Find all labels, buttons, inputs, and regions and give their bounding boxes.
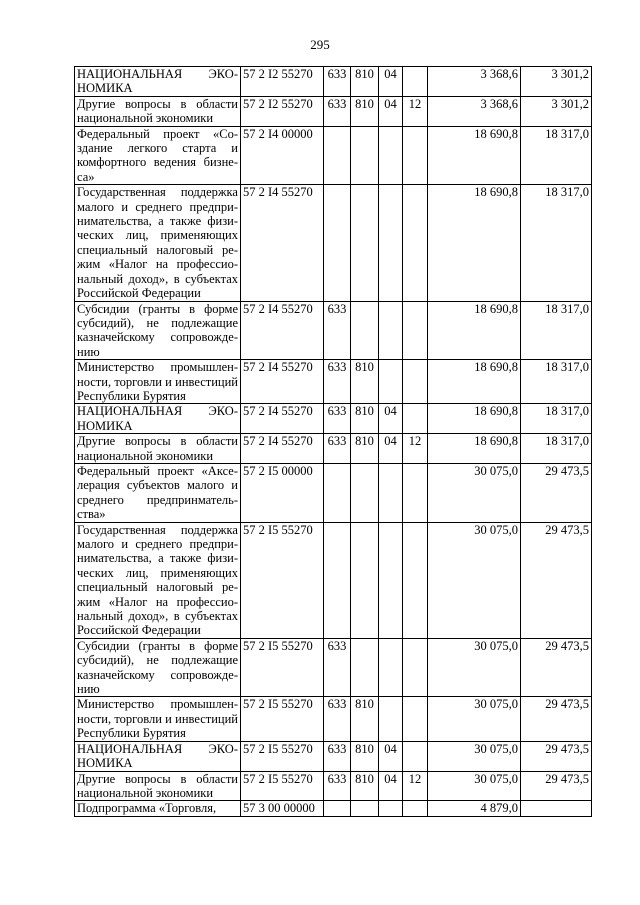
- subsection-code: 12: [403, 771, 428, 801]
- section-code: [379, 463, 403, 522]
- target-article-code: 57 2 I4 55270: [241, 301, 324, 360]
- subsection-code: [403, 404, 428, 434]
- department-code: 633: [324, 301, 351, 360]
- row-name: Министерство промышленности, торговли и инвестиций Республики Бурятия: [75, 360, 241, 404]
- amount-year-1: 3 368,6: [428, 96, 521, 126]
- amount-year-1: 30 075,0: [428, 638, 521, 697]
- target-article-code: 57 2 I5 55270: [241, 741, 324, 771]
- department-code: [324, 522, 351, 638]
- department-code: [324, 463, 351, 522]
- section-code: [379, 697, 403, 741]
- amount-year-2: 29 473,5: [521, 697, 592, 741]
- amount-year-2: 29 473,5: [521, 741, 592, 771]
- row-name: Федеральный проект «Акселерация субъектов малого и среднего предпринмательства»: [75, 463, 241, 522]
- expense-type-code: [351, 638, 379, 697]
- amount-year-1: 18 690,8: [428, 434, 521, 464]
- subsection-code: [403, 638, 428, 697]
- expense-type-code: 810: [351, 360, 379, 404]
- amount-year-2: 18 317,0: [521, 360, 592, 404]
- table-row: [75, 434, 592, 464]
- amount-year-1: 18 690,8: [428, 360, 521, 404]
- expense-type-code: 810: [351, 67, 379, 97]
- table-row: [75, 638, 592, 697]
- subsection-code: [403, 801, 428, 816]
- row-name: НАЦИОНАЛЬНАЯ ЭКОНОМИКА: [75, 741, 241, 771]
- row-name: Министерство промышленности, торговли и инвестиций Республики Бурятия: [75, 697, 241, 741]
- subsection-code: 12: [403, 96, 428, 126]
- expense-type-code: 810: [351, 96, 379, 126]
- table-row: [75, 741, 592, 771]
- table-row: [75, 404, 592, 434]
- section-code: 04: [379, 434, 403, 464]
- department-code: 633: [324, 638, 351, 697]
- table-row: [75, 463, 592, 522]
- target-article-code: 57 2 I4 55270: [241, 404, 324, 434]
- expense-type-code: [351, 185, 379, 301]
- target-article-code: 57 2 I5 55270: [241, 522, 324, 638]
- row-name: Другие вопросы в области национальной экономики: [75, 96, 241, 126]
- amount-year-1: 30 075,0: [428, 463, 521, 522]
- amount-year-1: 30 075,0: [428, 697, 521, 741]
- subsection-code: [403, 126, 428, 185]
- department-code: 633: [324, 67, 351, 97]
- page-number: 295: [310, 37, 330, 52]
- department-code: 633: [324, 404, 351, 434]
- target-article-code: 57 2 I2 55270: [241, 67, 324, 97]
- subsection-code: [403, 67, 428, 97]
- target-article-code: 57 2 I5 55270: [241, 638, 324, 697]
- expense-type-code: 810: [351, 771, 379, 801]
- expense-type-code: [351, 463, 379, 522]
- section-code: 04: [379, 67, 403, 97]
- department-code: 633: [324, 360, 351, 404]
- amount-year-2: 18 317,0: [521, 404, 592, 434]
- amount-year-2: 29 473,5: [521, 522, 592, 638]
- subsection-code: [403, 360, 428, 404]
- amount-year-1: 18 690,8: [428, 185, 521, 301]
- target-article-code: 57 2 I2 55270: [241, 96, 324, 126]
- table-row: [75, 301, 592, 360]
- section-code: 04: [379, 96, 403, 126]
- table-row: [75, 697, 592, 741]
- section-code: [379, 638, 403, 697]
- amount-year-1: 30 075,0: [428, 771, 521, 801]
- expense-type-code: [351, 301, 379, 360]
- section-code: [379, 522, 403, 638]
- table-row: [75, 801, 592, 816]
- subsection-code: [403, 185, 428, 301]
- budget-table: [74, 66, 592, 817]
- row-name: Другие вопросы в области национальной экономики: [75, 771, 241, 801]
- target-article-code: 57 2 I4 00000: [241, 126, 324, 185]
- section-code: 04: [379, 771, 403, 801]
- section-code: [379, 801, 403, 816]
- table-row: [75, 96, 592, 126]
- amount-year-2: 3 301,2: [521, 96, 592, 126]
- table-row: [75, 67, 592, 97]
- table-row: [75, 185, 592, 301]
- target-article-code: 57 2 I4 55270: [241, 185, 324, 301]
- department-code: 633: [324, 96, 351, 126]
- amount-year-2: 3 301,2: [521, 67, 592, 97]
- table-row: [75, 360, 592, 404]
- subsection-code: [403, 522, 428, 638]
- expense-type-code: 810: [351, 741, 379, 771]
- row-name: Субсидии (гранты в форме субсидий), не подлежащие казначейскому сопровождению: [75, 638, 241, 697]
- subsection-code: [403, 463, 428, 522]
- section-code: 04: [379, 404, 403, 434]
- expense-type-code: [351, 126, 379, 185]
- amount-year-2: 18 317,0: [521, 185, 592, 301]
- section-code: 04: [379, 741, 403, 771]
- target-article-code: 57 2 I5 00000: [241, 463, 324, 522]
- table-row: [75, 522, 592, 638]
- amount-year-2: 18 317,0: [521, 301, 592, 360]
- subsection-code: [403, 741, 428, 771]
- amount-year-2: 29 473,5: [521, 638, 592, 697]
- amount-year-1: 18 690,8: [428, 301, 521, 360]
- department-code: 633: [324, 741, 351, 771]
- department-code: 633: [324, 697, 351, 741]
- row-name: НАЦИОНАЛЬНАЯ ЭКОНОМИКА: [75, 67, 241, 97]
- amount-year-1: 3 368,6: [428, 67, 521, 97]
- section-code: [379, 126, 403, 185]
- department-code: [324, 801, 351, 816]
- row-name: Подпрограмма «Торговля,: [75, 801, 241, 816]
- table-row: [75, 126, 592, 185]
- section-code: [379, 360, 403, 404]
- row-name: Субсидии (гранты в форме субсидий), не подлежащие казначейскому сопровождению: [75, 301, 241, 360]
- department-code: 633: [324, 771, 351, 801]
- department-code: [324, 126, 351, 185]
- amount-year-2: 18 317,0: [521, 126, 592, 185]
- section-code: [379, 301, 403, 360]
- table-row: [75, 771, 592, 801]
- budget-table-body: [75, 67, 592, 817]
- subsection-code: [403, 301, 428, 360]
- row-name: Государственная поддержка малого и среднего предпринимательства, а также физических лиц, применяющих специальный налоговый режим «Налог на профессиональный доход», в субъектах Российской Федерации: [75, 185, 241, 301]
- subsection-code: 12: [403, 434, 428, 464]
- amount-year-2: 29 473,5: [521, 463, 592, 522]
- amount-year-2: [521, 801, 592, 816]
- subsection-code: [403, 697, 428, 741]
- amount-year-2: 18 317,0: [521, 434, 592, 464]
- row-name: Другие вопросы в области национальной экономики: [75, 434, 241, 464]
- target-article-code: 57 2 I4 55270: [241, 434, 324, 464]
- department-code: [324, 185, 351, 301]
- row-name: НАЦИОНАЛЬНАЯ ЭКОНОМИКА: [75, 404, 241, 434]
- amount-year-2: 29 473,5: [521, 771, 592, 801]
- expense-type-code: [351, 801, 379, 816]
- expense-type-code: 810: [351, 697, 379, 741]
- row-name: Государственная поддержка малого и среднего предпринимательства, а также физических лиц, применяющих специальный налоговый режим «Налог на профессиональный доход», в субъектах Российской Федерации: [75, 522, 241, 638]
- target-article-code: 57 3 00 00000: [241, 801, 324, 816]
- amount-year-1: 18 690,8: [428, 404, 521, 434]
- section-code: [379, 185, 403, 301]
- department-code: 633: [324, 434, 351, 464]
- target-article-code: 57 2 I5 55270: [241, 771, 324, 801]
- row-name: Федеральный проект «Создание легкого старта и комфортного ведения бизнеса»: [75, 126, 241, 185]
- amount-year-1: 30 075,0: [428, 522, 521, 638]
- amount-year-1: 30 075,0: [428, 741, 521, 771]
- expense-type-code: 810: [351, 404, 379, 434]
- expense-type-code: [351, 522, 379, 638]
- target-article-code: 57 2 I4 55270: [241, 360, 324, 404]
- target-article-code: 57 2 I5 55270: [241, 697, 324, 741]
- amount-year-1: 18 690,8: [428, 126, 521, 185]
- expense-type-code: 810: [351, 434, 379, 464]
- amount-year-1: 4 879,0: [428, 801, 521, 816]
